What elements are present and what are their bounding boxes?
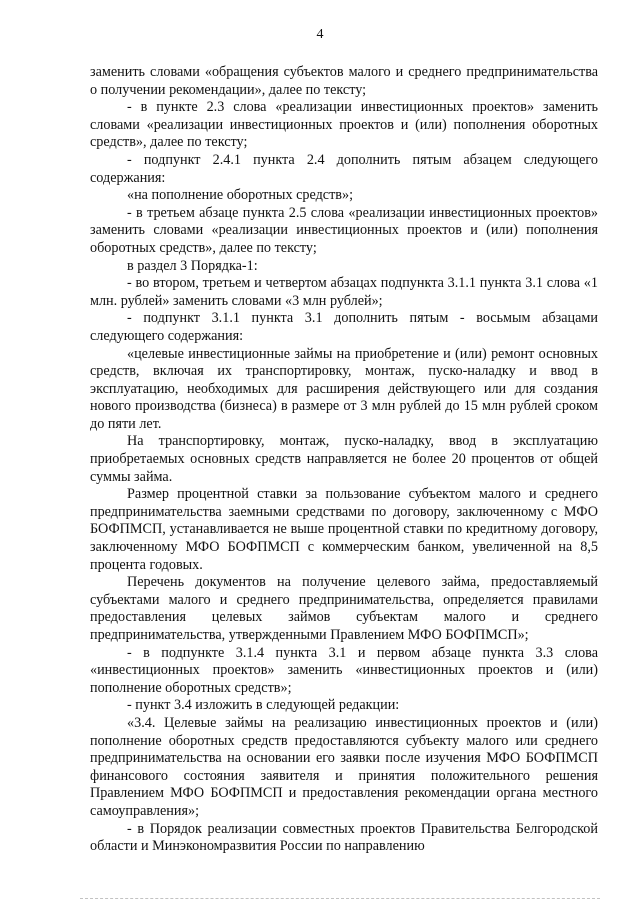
paragraph: - в Порядок реализации совместных проектов Правительства Белгородской области и Минэкономразвития России по направлению — [90, 820, 598, 855]
paragraph: «3.4. Целевые займы на реализацию инвестиционных проектов и (или) пополнение оборотных средств предоставляются субъекту малого или среднего предпринимательства на основании его заявки после изучения МФО БОФПМСП финансового состояния заявителя и принятия положительного решения Правлением МФО БОФПМСП и предоставления рекомендации органа местного самоуправления»; — [90, 714, 598, 819]
paragraph: - в пункте 2.3 слова «реализации инвестиционных проектов» заменить словами «реализации инвестиционных проектов и (или) пополнения оборотных средств», далее по тексту; — [90, 99, 598, 151]
scan-edge-artifact — [80, 898, 600, 902]
paragraph: в раздел 3 Порядка-1: — [127, 257, 258, 274]
paragraph: - в третьем абзаце пункта 2.5 слова «реализации инвестиционных проектов» заменить словами «реализации инвестиционных проектов и (или) пополнения оборотных средств», далее по тексту; — [90, 204, 598, 256]
page-number: 4 — [316, 27, 324, 42]
document-body — [90, 64, 598, 856]
paragraph: На транспортировку, монтаж, пуско-наладку, ввод в эксплуатацию приобретаемых основных средств направляется не более 20 процентов от общей суммы займа. — [90, 433, 598, 485]
paragraph: - во втором, третьем и четвертом абзацах подпункта 3.1.1 пункта 3.1 слова «1 млн. рублей» заменить словами «3 млн рублей»; — [90, 275, 598, 309]
paragraph: Размер процентной ставки за пользование субъектом малого и среднего предпринимательства заемными средствами по договору, заключенному с МФО БОФПМСП, устанавливается не выше процентной ставки по кредитному договору, заключенному МФО БОФПМСП с коммерческим банком, увеличенной на 8,5 процента годовых. — [90, 486, 598, 573]
paragraph: «целевые инвестиционные займы на приобретение и (или) ремонт основных средств, включая их транспортировку, монтаж, пуско-наладку и ввод в эксплуатацию, необходимых для расширения действующего или для создания нового производства (бизнеса) в размере от 3 млн рублей до 15 млн рублей сроком до пяти лет. — [90, 345, 598, 432]
paragraph: заменить словами «обращения субъектов малого и среднего предпринимательства о получении рекомендации», далее по тексту; — [90, 64, 598, 98]
paragraph: «на пополнение оборотных средств»; — [127, 187, 354, 204]
paragraph: - в подпункте 3.1.4 пункта 3.1 и первом абзаце пункта 3.3 слова «инвестиционных проектов» заменить «инвестиционных проектов и (или) пополнение оборотных средств»; — [90, 644, 598, 696]
paragraph: - пункт 3.4 изложить в следующей редакции: — [127, 697, 400, 714]
paragraph: - подпункт 3.1.1 пункта 3.1 дополнить пятым - восьмым абзацами следующего содержания: — [90, 310, 598, 344]
paragraph: Перечень документов на получение целевого займа, предоставляемый субъектами малого и среднего предпринимательства, определяется правилами предоставления целевых займов субъектам малого и среднего предпринимательства, утвержденными Правлением МФО БОФПМСП»; — [90, 574, 598, 643]
paragraph: - подпункт 2.4.1 пункта 2.4 дополнить пятым абзацем следующего содержания: — [90, 151, 598, 186]
